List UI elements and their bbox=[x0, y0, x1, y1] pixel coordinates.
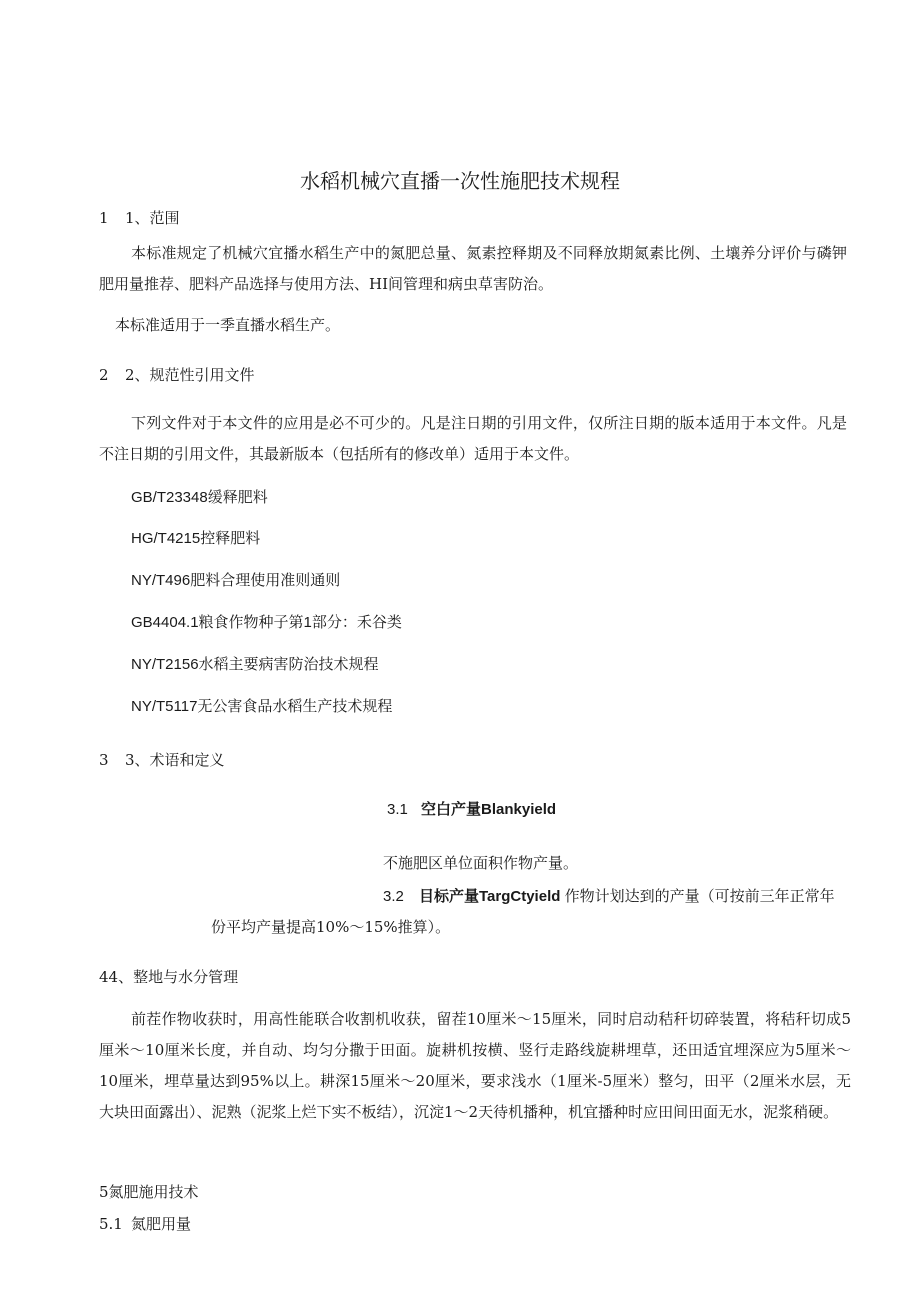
reference-item: NY/T2156水稻主要病害防治技术规程 bbox=[131, 656, 379, 673]
section-5-1-number: 5.1 bbox=[99, 1215, 123, 1233]
section-2-heading bbox=[99, 368, 255, 383]
reference-item: NY/T496肥料合理使用准则通则 bbox=[131, 572, 341, 589]
term-3-1-number: 3.1 bbox=[387, 801, 408, 818]
document-title: 水稻机械穴直播一次性施肥技术规程 bbox=[300, 169, 620, 193]
section-3-number: 3 bbox=[99, 751, 109, 769]
section-2-title: 2、规范性引用文件 bbox=[125, 366, 255, 384]
section-1-number: 1 bbox=[99, 209, 109, 227]
reference-item: NY/T5117无公害食品水稻生产技术规程 bbox=[131, 698, 393, 715]
term-3-2 bbox=[383, 889, 835, 904]
reference-item: GB/T23348缓释肥料 bbox=[131, 489, 268, 506]
section-1-heading bbox=[99, 211, 180, 226]
term-3-1 bbox=[387, 802, 556, 817]
section-1-paragraph-2: 本标准适用于一季直播水稻生产。 bbox=[115, 316, 341, 334]
term-3-2-label: 目标产量TargCtyield bbox=[419, 888, 561, 905]
section-5-heading: 5氮肥施用技术 bbox=[99, 1183, 199, 1201]
section-2-number: 2 bbox=[99, 366, 109, 384]
term-3-2-number: 3.2 bbox=[383, 888, 404, 905]
term-3-2-definition-cont: 份平均产量提高10%～15%推算）。 bbox=[211, 918, 451, 936]
section-2-paragraph-1: 下列文件对于本文件的应用是必不可少的。凡是注日期的引用文件，仅所注日期的版本适用于本文件。凡是不注日期的引用文件，其最新版本（包括所有的修改单）适用于本文件。 bbox=[99, 414, 847, 463]
section-5-1-title: 氮肥用量 bbox=[131, 1215, 192, 1233]
section-1-title: 1、范围 bbox=[125, 209, 180, 227]
section-4-heading: 44、整地与水分管理 bbox=[99, 968, 239, 986]
section-4-paragraph-1: 前茬作物收获时，用高性能联合收割机收获，留茬10厘米～15厘米，同时启动秸秆切碎装置，将秸秆切成5厘米～10厘米长度，并自动、均匀分撒于田面。旋耕机按横、竖行走路线旋耕埋草，还田适宜埋深应为5厘米～10厘米，埋草量达到95%以上。耕深15厘米～20厘米，要求浅水（1厘米-5厘米）整匀，田平（2厘米水层，无大块田面露出）、泥熟（泥浆上烂下实不板结），沉淀1～2天待机播种，机宜播种时应田间田面无水，泥浆稍硬。 bbox=[99, 1010, 851, 1121]
term-3-1-label: 空白产量Blankyield bbox=[421, 801, 557, 818]
section-3-heading bbox=[99, 753, 225, 768]
section-5-1-heading bbox=[99, 1217, 191, 1232]
term-3-1-definition: 不施肥区单位面积作物产量。 bbox=[383, 854, 579, 872]
section-3-title: 3、术语和定义 bbox=[125, 751, 225, 769]
reference-item: GB4404.1粮食作物种子第1部分：禾谷类 bbox=[131, 614, 402, 631]
section-1-paragraph-1: 本标准规定了机械穴宜播水稻生产中的氮肥总量、氮素控释期及不同释放期氮素比例、土壤养分评价与磷钾肥用量推荐、肥料产品选择与使用方法、HI间管理和病虫草害防治。 bbox=[99, 244, 847, 293]
reference-item: HG/T4215控释肥料 bbox=[131, 530, 261, 547]
term-3-2-definition: 作物计划达到的产量（可按前三年正常年 bbox=[564, 887, 835, 905]
